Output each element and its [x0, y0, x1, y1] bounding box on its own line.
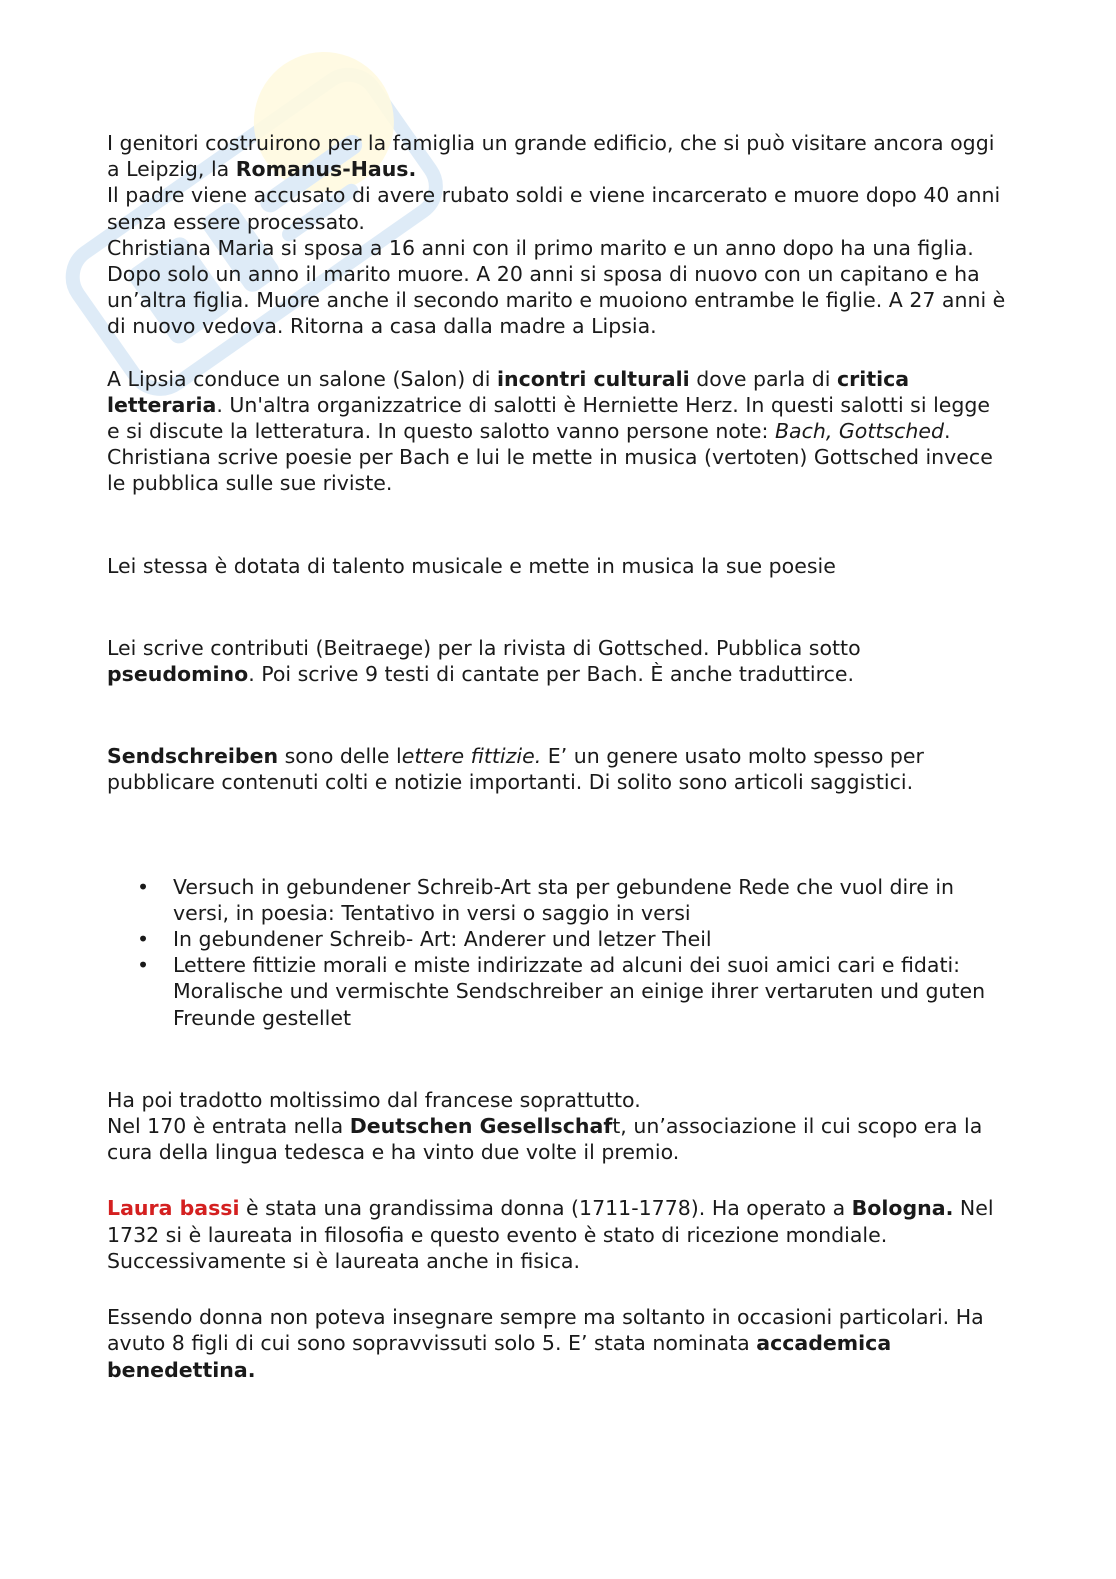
italic-lettere-fittizie: ettere fittizie.: [401, 744, 542, 769]
paragraph-sendschreiben: [107, 743, 1007, 795]
bold-sendschreiben: Sendschreiben: [107, 744, 279, 769]
bold-accademica-benedettina: accademica benedettina.: [107, 1331, 892, 1382]
bold-incontri-culturali: incontri culturali: [496, 366, 690, 391]
text-run: E’ un genere usato molto spesso per pubblicare contenuti colti e notizie importanti. Di solito sono articoli saggistici.: [107, 744, 924, 795]
paragraph-deutschen-gesellschaft: [107, 1113, 1007, 1165]
text-run: Nel 170 è entrata nella: [107, 1114, 350, 1139]
text-run: Nel 1732 si è laureata in filosofia e questo evento è stato di ricezione mondiale. Successivamente si è laureata anche in fisica.: [107, 1196, 994, 1273]
text-run: . Christiana scrive poesie per Bach e lui le mette in musica (vertoten) Gottsched invece le pubblica sulle sue riviste.: [107, 419, 993, 496]
document-body: [107, 130, 1007, 1383]
text-run: Essendo donna non poteva insegnare sempre ma soltanto in occasioni particolari. Ha avuto 8 figli di cui sono sopravvissuti solo 5. E’ stata nominata: [107, 1305, 984, 1356]
bold-critica-letteraria: critica letteraria: [107, 366, 910, 417]
paragraph-accademica: [107, 1304, 1007, 1383]
paragraph-father: Il padre viene accusato di avere rubato soldi e viene incarcerato e muore dopo 40 anni senza essere processato.: [107, 183, 1001, 234]
paragraph-salon: [107, 366, 1007, 497]
text-run: sono delle l: [278, 744, 402, 769]
text-run: A Lipsia conduce un salone (Salon) di: [107, 366, 497, 391]
paragraph-laura-bassi: [107, 1195, 1007, 1274]
text-run: . Un'altra organizzatrice di salotti è Herniette Herz. In questi salotti si legge e si discute la letteratura. In questo salotto vanno persone note:: [107, 392, 991, 444]
text-run: . Poi scrive 9 testi di cantate per Bach. È anche traduttirce.: [248, 662, 855, 687]
bold-romanus-haus: Romanus-Haus.: [235, 157, 417, 182]
text-run: dove parla di: [689, 366, 838, 391]
bold-pseudomino: pseudomino: [107, 662, 249, 687]
text-run: I genitori costruirono per la famiglia un grande edificio, che si può visitare ancora oggi a Leipzig, la: [107, 131, 995, 182]
bold-deutschen-gesellschaft: Deutschen Gesellschaf: [349, 1114, 613, 1139]
bold-bologna: Bologna.: [851, 1196, 954, 1221]
list-item: • In gebundener Schreib- Art: Anderer und letzer Theil: [107, 926, 1007, 952]
list-item: • Lettere fittizie morali e miste indirizzate ad alcuni dei suoi amici cari e fidati: Moralische und vermischte Sendschreiber an einige ihrer vertaruten und guten Freunde gestellet: [107, 952, 1007, 1031]
text-run: è stata una grandissima donna (1711-1778). Ha operato a: [239, 1196, 852, 1221]
highlight-laura-bassi: Laura bassi: [107, 1196, 240, 1221]
paragraph-christiana-maria: Christiana Maria si sposa a 16 anni con il primo marito e un anno dopo ha una figlia. Dopo solo un anno il marito muore. A 20 anni si sposa di nuovo con un capitano e ha un’altra figlia. Muore anche il secondo marito e muoiono entrambe le figlie. A 27 anni è di nuovo vedova. Ritorna a casa dalla madre a Lipsia.: [107, 235, 1006, 339]
paragraph-beitraege: [107, 635, 1007, 687]
text-run: Lei scrive contributi (Beitraege) per la rivista di Gottsched. Pubblica sotto: [107, 635, 861, 660]
list-item: • Versuch in gebundener Schreib-Art sta per gebundene Rede che vuol dire in versi, in poesia: Tentativo in versi o saggio in versi: [107, 874, 1007, 926]
text-run: t, un’associazione il cui scopo era la cura della lingua tedesca e ha vinto due volte il premio.: [107, 1114, 983, 1165]
italic-bach-gottsched: Bach, Gottsched: [774, 419, 944, 444]
paragraph-tradotto: Ha poi tradotto moltissimo dal francese soprattutto.: [107, 1087, 641, 1112]
paragraph-romanus-haus: [107, 130, 1007, 182]
bullet-list: [107, 874, 1007, 1031]
paragraph-talento-musicale: Lei stessa è dotata di talento musicale e mette in musica la sue poesie: [107, 553, 836, 578]
